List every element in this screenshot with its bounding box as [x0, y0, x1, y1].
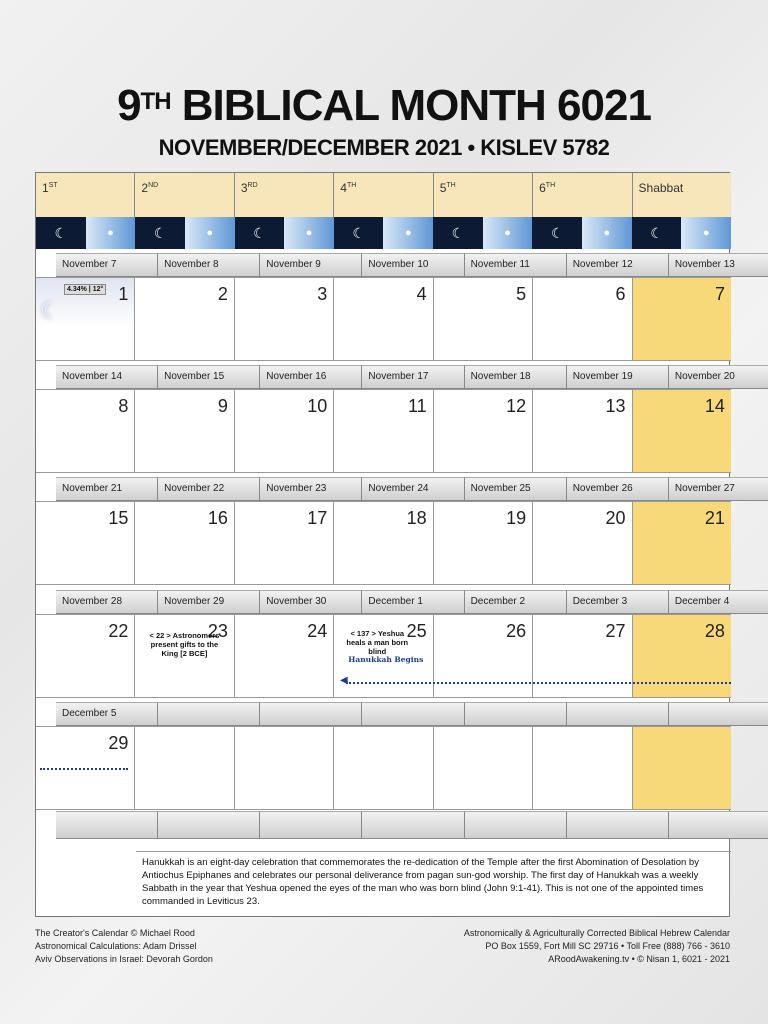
biblical-day-number: 24 [307, 621, 328, 641]
shabbat-day-cell [633, 727, 731, 809]
shabbat-day-cell [633, 390, 731, 472]
gregorian-date: November 22 [158, 477, 260, 501]
hanukkah-continuation-line [40, 768, 128, 770]
weekday-header-row [36, 173, 731, 217]
gregorian-date-bar [56, 477, 768, 501]
gregorian-date-bar [56, 365, 768, 389]
day-cell [533, 615, 632, 697]
biblical-day-number: 20 [605, 508, 626, 528]
gregorian-date: November 9 [260, 253, 362, 277]
arrow-left-icon: ◀ [340, 675, 348, 686]
gregorian-date: December 5 [56, 702, 158, 726]
day-cell [135, 390, 234, 472]
biblical-day-number: 17 [307, 508, 328, 528]
gregorian-date [362, 702, 464, 726]
day-cell [434, 727, 533, 809]
credits-right: Astronomically & Agriculturally Corrected Biblical Hebrew Calendar PO Box 1559, Fort Mill SC 29716 • Toll Free (888) 766 - 3610 ARoodAwakening.tv • © Nisan 1, 6021 - 2021 [463, 928, 730, 964]
event-note-yeshua: < 137 > Yeshua heals a man born blind [346, 629, 409, 656]
day-cell [533, 502, 632, 584]
shabbat-day-cell [633, 278, 731, 360]
biblical-day-number: 8 [118, 396, 129, 416]
day-cells [36, 614, 731, 698]
biblical-day-number: 3 [317, 284, 328, 304]
day-cell [235, 727, 334, 809]
gregorian-date: November 13 [669, 253, 768, 277]
shabbat-day-cell [633, 615, 731, 697]
gregorian-date: November 30 [260, 590, 362, 614]
day-cells [36, 726, 731, 810]
day-cell [334, 615, 433, 697]
day-cell [235, 502, 334, 584]
gregorian-date: November 19 [567, 365, 669, 389]
day-cell [235, 278, 334, 360]
gregorian-date: December 4 [669, 590, 768, 614]
biblical-day-number: 7 [714, 284, 725, 304]
gregorian-date [260, 702, 362, 726]
day-cells [36, 389, 731, 473]
gregorian-date [669, 702, 768, 726]
gregorian-date: November 8 [158, 253, 260, 277]
biblical-day-number: 29 [108, 733, 129, 753]
hanukkah-begins-label: Hanukkah Begins [348, 655, 424, 664]
gregorian-date: November 7 [56, 253, 158, 277]
sun-icon: ● [483, 217, 533, 249]
gregorian-date [567, 702, 669, 726]
crescent-moon-icon: ☾ [334, 217, 384, 249]
gregorian-date: November 12 [567, 253, 669, 277]
gregorian-date: December 3 [567, 590, 669, 614]
weekday-header: 1ST [36, 173, 135, 217]
crescent-moon-icon: ☾ [36, 217, 86, 249]
sun-icon: ● [681, 217, 731, 249]
gregorian-date [158, 702, 260, 726]
weekday-header: 5TH [434, 173, 533, 217]
gregorian-date-bar [56, 253, 768, 277]
crescent-moon-icon: ☾ [135, 217, 185, 249]
day-cell [434, 278, 533, 360]
weekday-header: 3RD [235, 173, 334, 217]
day-cell [135, 502, 234, 584]
day-cell [434, 502, 533, 584]
page-title: 9TH BIBLICAL MONTH 6021 [117, 81, 651, 130]
biblical-day-number: 23 [207, 621, 228, 641]
gregorian-date: November 28 [56, 590, 158, 614]
gregorian-date: November 23 [260, 477, 362, 501]
gregorian-date: November 17 [362, 365, 464, 389]
gregorian-date: November 27 [669, 477, 768, 501]
new-moon-crescent-icon: ☾ [40, 298, 60, 323]
biblical-day-number: 19 [506, 508, 527, 528]
weekday-header: 6TH [533, 173, 632, 217]
biblical-day-number: 26 [506, 621, 527, 641]
biblical-day-number: 2 [217, 284, 228, 304]
day-cell [36, 502, 135, 584]
day-cell [434, 615, 533, 697]
biblical-day-number: 18 [406, 508, 427, 528]
week-row [36, 586, 731, 698]
calendar-grid [35, 172, 735, 917]
crescent-moon-icon: ☾ [632, 217, 682, 249]
biblical-day-number: 14 [704, 396, 725, 416]
week-row [36, 361, 735, 473]
page-subtitle: NOVEMBER/DECEMBER 2021 • KISLEV 5782 [158, 135, 610, 160]
moon-illumination-tag: 4.34% | 12° [64, 284, 106, 295]
weekday-header: 4TH [334, 173, 433, 217]
crescent-moon-icon: ☾ [532, 217, 582, 249]
credits-left: The Creator's Calendar © Michael Rood Astronomical Calculations: Adam Drissel Aviv Observations in Israel: Devorah Gordon [35, 928, 213, 964]
week-row [36, 249, 735, 361]
gregorian-date: November 14 [56, 365, 158, 389]
day-cell [135, 727, 234, 809]
biblical-day-number: 11 [408, 396, 427, 416]
day-cell [334, 502, 433, 584]
day-cell [135, 615, 234, 697]
sun-icon: ● [383, 217, 433, 249]
biblical-day-number: 1 [118, 284, 129, 304]
shabbat-day-cell [633, 502, 731, 584]
biblical-day-number: 25 [406, 621, 427, 641]
biblical-day-number: 16 [207, 508, 228, 528]
day-cells [36, 277, 731, 361]
gregorian-date: November 24 [362, 477, 464, 501]
blank-date-bar [56, 811, 768, 839]
biblical-day-number: 28 [704, 621, 725, 641]
biblical-day-number: 5 [516, 284, 527, 304]
biblical-day-number: 21 [704, 508, 725, 528]
biblical-day-number: 10 [307, 396, 328, 416]
biblical-day-number: 6 [615, 284, 626, 304]
day-cell [135, 278, 234, 360]
day-cell [434, 390, 533, 472]
crescent-moon-icon: ☾ [235, 217, 285, 249]
day-cell [533, 390, 632, 472]
day-cell [36, 615, 135, 697]
sun-icon: ● [284, 217, 334, 249]
gregorian-date [465, 702, 567, 726]
day-night-strip [36, 217, 731, 249]
gregorian-date: November 15 [158, 365, 260, 389]
biblical-day-number: 4 [416, 284, 427, 304]
biblical-day-number: 27 [605, 621, 626, 641]
gregorian-date: November 18 [465, 365, 567, 389]
biblical-day-number: 13 [605, 396, 626, 416]
week-row [36, 473, 735, 585]
hanukkah-duration-line [346, 682, 731, 684]
day-cell [235, 390, 334, 472]
sun-icon: ● [185, 217, 235, 249]
biblical-day-number: 12 [506, 396, 527, 416]
sun-icon: ● [86, 217, 136, 249]
day-cell [334, 390, 433, 472]
biblical-day-number: 9 [217, 396, 228, 416]
gregorian-date-bar [56, 702, 768, 726]
day-cells [36, 501, 731, 585]
gregorian-date-bar [56, 590, 768, 614]
day-cell [235, 615, 334, 697]
day-cell [334, 278, 433, 360]
day-cell [533, 727, 632, 809]
weekday-header: 2ND [135, 173, 234, 217]
gregorian-date: November 10 [362, 253, 464, 277]
gregorian-date: November 11 [465, 253, 567, 277]
biblical-day-number: 22 [108, 621, 129, 641]
gregorian-date: November 26 [567, 477, 669, 501]
gregorian-date: November 21 [56, 477, 158, 501]
gregorian-date: December 2 [465, 590, 567, 614]
crescent-moon-icon: ☾ [433, 217, 483, 249]
gregorian-date: November 20 [669, 365, 768, 389]
gregorian-date: November 16 [260, 365, 362, 389]
event-note-astronomers: < 22 > Astronomers present gifts to the King [2 BCE] [149, 631, 220, 658]
gregorian-date: November 29 [158, 590, 260, 614]
day-cell [36, 278, 135, 360]
biblical-day-number: 15 [108, 508, 129, 528]
gregorian-date: December 1 [362, 590, 464, 614]
week-row [36, 698, 731, 810]
hanukkah-note: Hanukkah is an eight-day celebration that commemorates the re-dedication of the Temple after the first Abomination of Desolation by Antiochus Epiphanes and celebrates our personal deliverance from pagan sun-god worship. The first day of Hanukkah was a weekly Sabbath in the year that Yeshua opened the eyes of the man who was born blind (John 9:1-41). This is not one of the appointed times commanded in Leviticus 23. [136, 851, 731, 919]
sun-icon: ● [582, 217, 632, 249]
weekday-header-shabbat: Shabbat [633, 173, 731, 217]
gregorian-date: November 25 [465, 477, 567, 501]
day-cell [533, 278, 632, 360]
day-cell [36, 390, 135, 472]
day-cell [334, 727, 433, 809]
